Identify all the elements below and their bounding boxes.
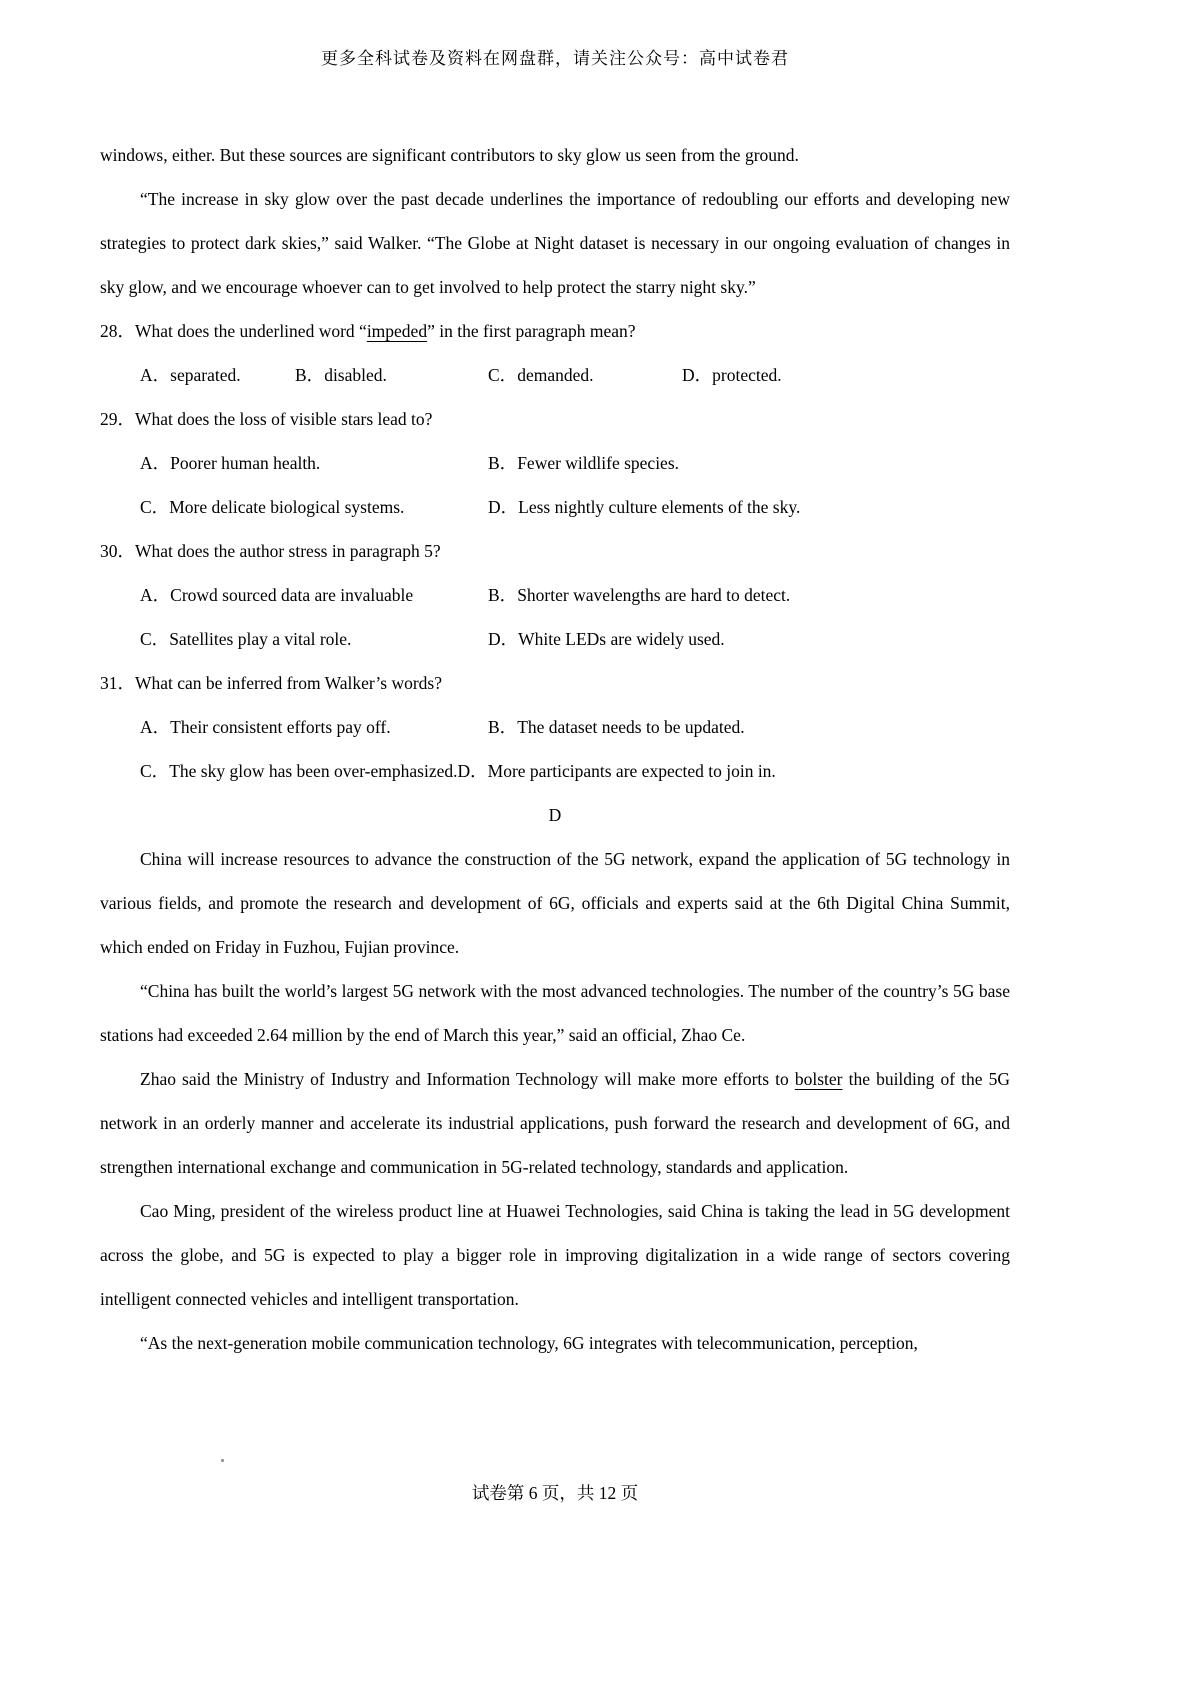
section-d-heading: D [548, 805, 562, 825]
option-text: Fewer wildlife species. [517, 453, 680, 473]
option-label: A． [140, 585, 171, 605]
question-30-options-row-2 [100, 617, 1010, 661]
option-text: disabled. [324, 365, 387, 385]
option-label: A． [140, 717, 171, 737]
question-stem-text: What can be inferred from Walker’s words? [135, 673, 442, 693]
question-29-options-row-2 [100, 485, 1010, 529]
option-b [488, 705, 1010, 749]
question-29 [100, 397, 1010, 529]
passage-c-paragraph-quote: “The increase in sky glow over the past decade underlines the importance of redoubling our efforts and developing new strategies to protect dark skies,” said Walker. “The Globe at Night dataset is necessary in our ongoing evaluation of changes in sky glow, and we encourage whoever can to get involved to help protect the starry night sky.” [100, 189, 1010, 297]
option-label: D． [682, 365, 713, 385]
question-number: 31． [100, 673, 135, 693]
question-29-stem [100, 397, 1010, 441]
passage-d-paragraph-5: “As the next-generation mobile communication technology, 6G integrates with telecommunication, perception, [140, 1333, 918, 1353]
question-30-stem [100, 529, 1010, 573]
question-31-options-row-2 [100, 749, 1010, 793]
question-stem-text: ” in the first paragraph mean? [427, 321, 636, 341]
option-label: B． [295, 365, 325, 385]
option-c [140, 761, 458, 781]
option-a [140, 705, 488, 749]
option-label: C． [140, 497, 170, 517]
option-label: D． [488, 497, 519, 517]
page-content [100, 133, 1010, 1365]
option-text: Satellites play a vital role. [169, 629, 352, 649]
option-b [295, 353, 488, 397]
option-text: The dataset needs to be updated. [517, 717, 745, 737]
option-label: C． [488, 365, 518, 385]
passage-d-paragraph-3 [100, 1057, 1010, 1189]
option-text: separated. [170, 365, 241, 385]
question-31-stem [100, 661, 1010, 705]
question-28 [100, 309, 1010, 397]
question-28-stem [100, 309, 1010, 353]
question-28-options-row [100, 353, 1010, 397]
option-text: More delicate biological systems. [169, 497, 405, 517]
question-stem-text: What does the author stress in paragraph 5? [135, 541, 441, 561]
option-c [488, 353, 682, 397]
option-b [488, 441, 1010, 485]
option-text: Less nightly culture elements of the sky. [518, 497, 801, 517]
passage-d-paragraph-1: China will increase resources to advance the construction of the 5G network, expand the application of 5G technology in various fields, and promote the research and development of 6G, officials and experts said at the 6th Digital China Summit, which ended on Friday in Fuzhou, Fujian province. [100, 849, 1010, 957]
paragraph-text: the building of the 5G network in an orderly manner and accelerate its industrial applications, push forward the research and development of 6G, and strengthen international exchange and communication in 5G-related technology, standards and application. [100, 1069, 1011, 1177]
option-d [458, 761, 776, 781]
question-31 [100, 661, 1010, 793]
option-c [140, 485, 488, 529]
option-a [140, 441, 488, 485]
option-text: Their consistent efforts pay off. [170, 717, 391, 737]
underlined-word-bolster: bolster [794, 1069, 843, 1089]
question-29-options-row-1 [100, 441, 1010, 485]
page-header-notice: 更多全科试卷及资料在网盘群，请关注公众号：高中试卷君 [321, 49, 789, 68]
option-label: D． [457, 761, 488, 781]
question-30 [100, 529, 1010, 661]
option-a [140, 573, 488, 617]
question-30-options-row-1 [100, 573, 1010, 617]
option-text: The sky glow has been over-emphasized. [169, 761, 458, 781]
option-d [488, 485, 1010, 529]
option-c [140, 617, 488, 661]
option-label: C． [140, 629, 170, 649]
option-label: D． [488, 629, 519, 649]
option-b [488, 573, 1010, 617]
option-label: B． [488, 453, 518, 473]
option-text: White LEDs are widely used. [518, 629, 725, 649]
option-text: Shorter wavelengths are hard to detect. [517, 585, 791, 605]
question-31-options-row-1 [100, 705, 1010, 749]
option-a [140, 353, 295, 397]
option-text: More participants are expected to join in. [487, 761, 776, 781]
question-number: 30． [100, 541, 135, 561]
question-stem-text: What does the underlined word “ [135, 321, 367, 341]
option-label: A． [140, 365, 171, 385]
option-text: protected. [712, 365, 782, 385]
option-label: C． [140, 761, 170, 781]
option-label: B． [488, 717, 518, 737]
passage-d-paragraph-2: “China has built the world’s largest 5G network with the most advanced technologies. The number of the country’s 5G base stations had exceeded 2.64 million by the end of March this year,” said an official, Zhao Ce. [100, 981, 1010, 1045]
page-footer: 试卷第 6 页，共 12 页 [471, 1483, 639, 1503]
question-number: 29． [100, 409, 135, 429]
scan-artifact-dot [221, 1459, 224, 1462]
passage-d-paragraph-4: Cao Ming, president of the wireless product line at Huawei Technologies, said China is taking the lead in 5G development across the globe, and 5G is expected to play a bigger role in improving digitalization in a wide range of sectors covering intelligent connected vehicles and intelligent transportation. [100, 1201, 1010, 1309]
option-label: A． [140, 453, 171, 473]
question-stem-text: What does the loss of visible stars lead to? [135, 409, 433, 429]
option-label: B． [488, 585, 518, 605]
option-text: Crowd sourced data are invaluable [170, 585, 414, 605]
option-text: demanded. [517, 365, 594, 385]
option-d [488, 617, 1010, 661]
underlined-word: impeded [366, 321, 428, 341]
paragraph-text: Zhao said the Ministry of Industry and Information Technology will make more efforts to [140, 1069, 795, 1089]
passage-c-paragraph-continuation: windows, either. But these sources are significant contributors to sky glow us seen from the ground. [100, 145, 799, 165]
option-d [682, 353, 1010, 397]
option-text: Poorer human health. [170, 453, 321, 473]
question-number: 28． [100, 321, 135, 341]
